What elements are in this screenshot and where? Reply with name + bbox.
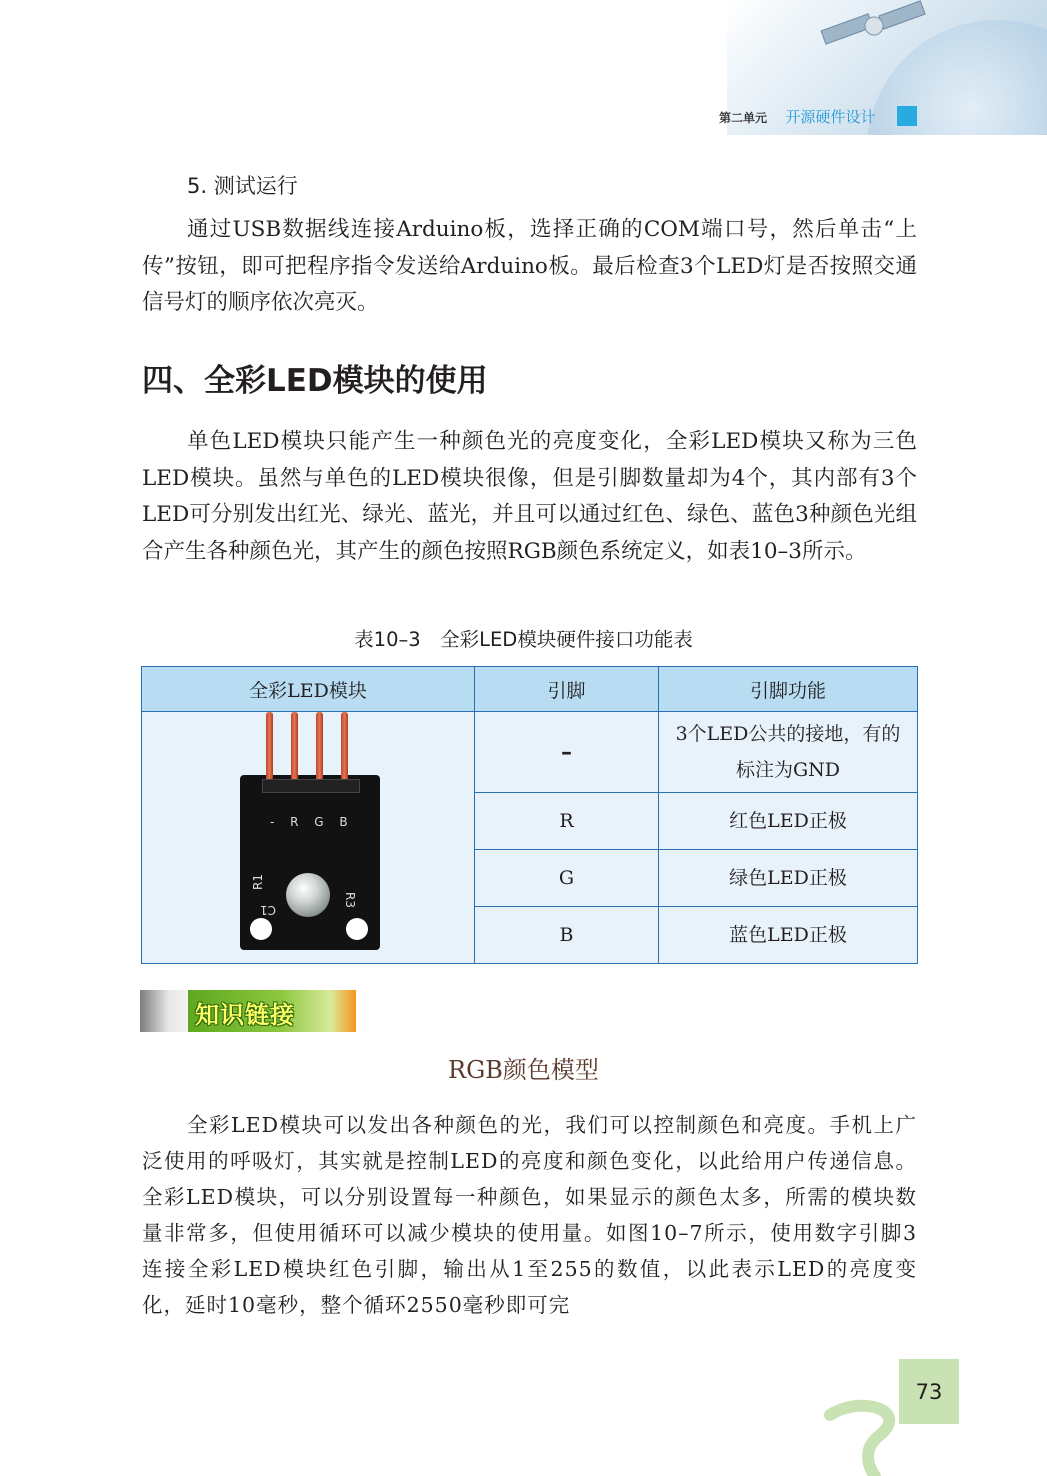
header-pin: 引脚 (475, 667, 659, 712)
led-lens (286, 873, 330, 917)
running-head (719, 106, 875, 127)
function-cell: 蓝色LED正极 (659, 907, 918, 964)
module-image-cell (142, 712, 475, 964)
header-square-marker (897, 106, 917, 126)
table-caption: 表10–3 全彩LED模块硬件接口功能表 (354, 628, 693, 651)
table-row (142, 712, 918, 793)
knowledge-paragraph: 全彩LED模块可以发出各种颜色的光，我们可以控制颜色和亮度。手机上广泛使用的呼吸灯，其实就是控制LED的亮度和颜色变化，以此给用户传递信息。全彩LED模块，可以分别设置每一种颜色，如果显示的颜色太多，所需的模块数量非常多，但使用循环可以减少模块的使用量。如图10–7所示，使用数字引脚3连接全彩LED模块红色引脚，输出从1至255的数值，以此表示LED的亮度变化，延时10毫秒，整个循环2550毫秒即可完 (142, 1113, 917, 1317)
silk-c1: C1 (260, 903, 277, 917)
satellite-image (802, 0, 952, 70)
step5-heading: 5. 测试运行 (187, 174, 298, 198)
table-header-row (142, 667, 918, 712)
knowledge-link-banner (140, 990, 356, 1032)
pin-cell: R (475, 793, 659, 850)
header-module: 全彩LED模块 (142, 667, 475, 712)
unit-label: 第二单元 (719, 111, 768, 125)
function-cell: 3个LED公共的接地，有的标注为GND (659, 712, 918, 793)
pin-function-table (141, 666, 918, 964)
pin-cell: – (475, 712, 659, 793)
silk-r1: R1 (250, 874, 265, 890)
function-cell: 红色LED正极 (659, 793, 918, 850)
section-title: 四、全彩LED模块的使用 (142, 363, 488, 399)
function-cell: 绿色LED正极 (659, 850, 918, 907)
pin-cell: G (475, 850, 659, 907)
pin-cell: B (475, 907, 659, 964)
rgb-led-module-image (240, 775, 380, 950)
page-number: 73 (899, 1359, 959, 1424)
knowledge-title: RGB颜色模型 (448, 1056, 599, 1084)
knowledge-link-label: 知识链接 (195, 1001, 295, 1029)
section-paragraph: 单色LED模块只能产生一种颜色光的亮度变化，全彩LED模块又称为三色LED模块。虽然与单色的LED模块很像，但是引脚数量却为4个，其内部有3个LED可分别发出红光、绿光、蓝光，并且可以通过红色、绿色、蓝色3种颜色光组合产生各种颜色光，其产生的颜色按照RGB颜色系统定义，如表10–3所示。 (142, 429, 917, 564)
unit-title: 开源硬件设计 (785, 108, 876, 126)
header-function: 引脚功能 (659, 667, 918, 712)
silk-pin-labels: - R G B (270, 815, 354, 829)
step5-paragraph: 通过USB数据线连接Arduino板，选择正确的COM端口号，然后单击“上传”按钮，即可把程序指令发送给Arduino板。最后检查3个LED灯是否按照交通信号灯的顺序依次亮灭。 (142, 217, 917, 315)
silk-r3: R3 (342, 892, 357, 908)
